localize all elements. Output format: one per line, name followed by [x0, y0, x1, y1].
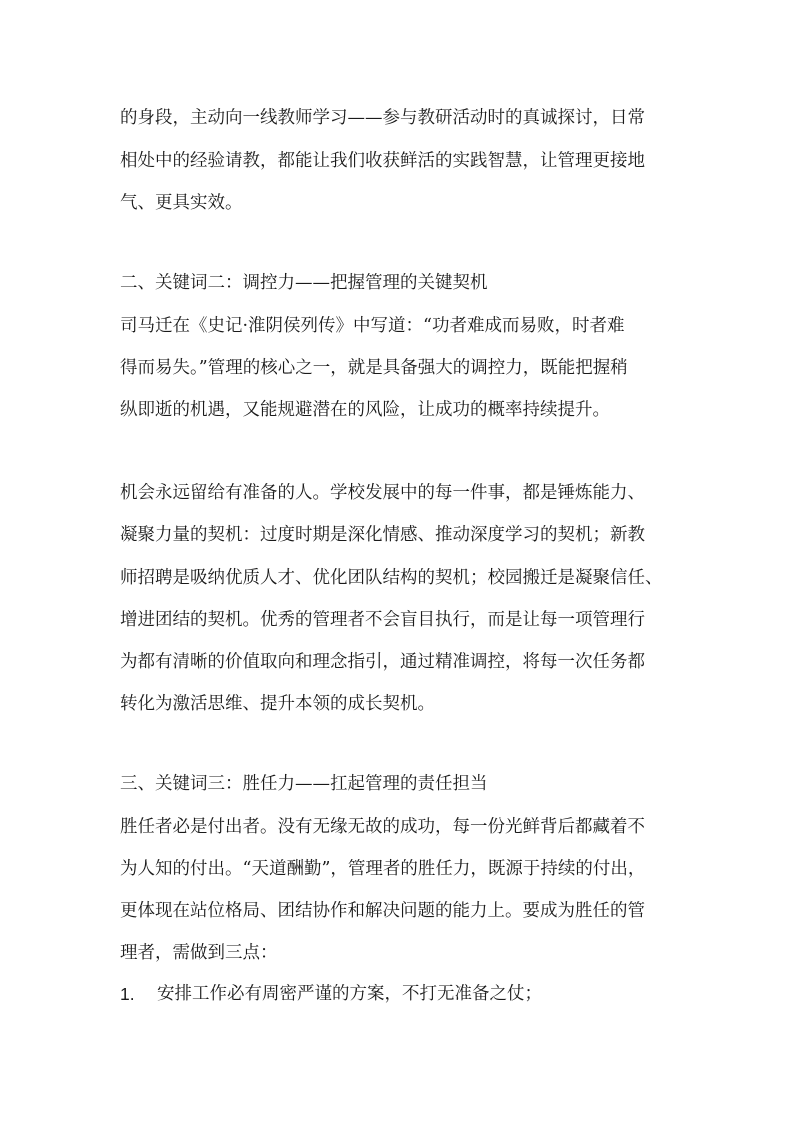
section-2-paragraph-b-line: 机会永远留给有准备的人。学校发展中的每一件事，都是锤炼能力、: [120, 483, 645, 503]
paragraph-1-line: 相处中的经验请教，都能让我们收获鲜活的实践智慧，让管理更接地: [120, 151, 645, 171]
paragraph-1-line: 气、更具实效。: [120, 193, 243, 213]
section-2-paragraph-b-line: 为都有清晰的价值取向和理念指引，通过精准调控，将每一次任务都: [120, 652, 645, 672]
section-3-paragraph-line: 理者，需做到三点：: [120, 943, 278, 963]
section-2-heading: 二、关键词二：调控力——把握管理的关键契机: [120, 273, 488, 293]
section-3-paragraph-line: 为人知的付出。“天道酬勤”，管理者的胜任力，既源于持续的付出，: [120, 859, 646, 879]
section-2-paragraph-a-line: 得而易失。”管理的核心之一，就是具备强大的调控力，既能把握稍: [120, 358, 628, 378]
list-item-number: 1.: [120, 984, 135, 1004]
section-2-paragraph-a-line: 纵即逝的机遇，又能规避潜在的风险，让成功的概率持续提升。: [120, 400, 610, 420]
section-2-paragraph-a-line: 司马迁在《史记·淮阴侯列传》中写道：“功者难成而易败，时者难: [120, 316, 625, 336]
section-2-paragraph-b-line: 转化为激活思维、提升本领的成长契机。: [120, 694, 435, 714]
section-3-paragraph-line: 胜任者必是付出者。没有无缘无故的成功，每一份光鲜背后都藏着不: [120, 817, 645, 837]
list-item-text: 安排工作必有周密严谨的方案，不打无准备之仗；: [157, 984, 542, 1004]
section-2-paragraph-b-line: 师招聘是吸纳优质人才、优化团队结构的契机；校园搬迁是凝聚信任、: [120, 568, 663, 588]
section-2-paragraph-b-line: 凝聚力量的契机：过度时期是深化情感、推动深度学习的契机；新教: [120, 525, 645, 545]
section-3-paragraph-line: 更体现在站位格局、团结协作和解决问题的能力上。要成为胜任的管: [120, 901, 645, 921]
paragraph-1-line: 的身段，主动向一线教师学习——参与教研活动时的真诚探讨，日常: [120, 108, 645, 128]
section-3-heading: 三、关键词三：胜任力——扛起管理的责任担当: [120, 774, 488, 794]
section-2-paragraph-b-line: 增进团结的契机。优秀的管理者不会盲目执行，而是让每一项管理行: [120, 610, 645, 630]
